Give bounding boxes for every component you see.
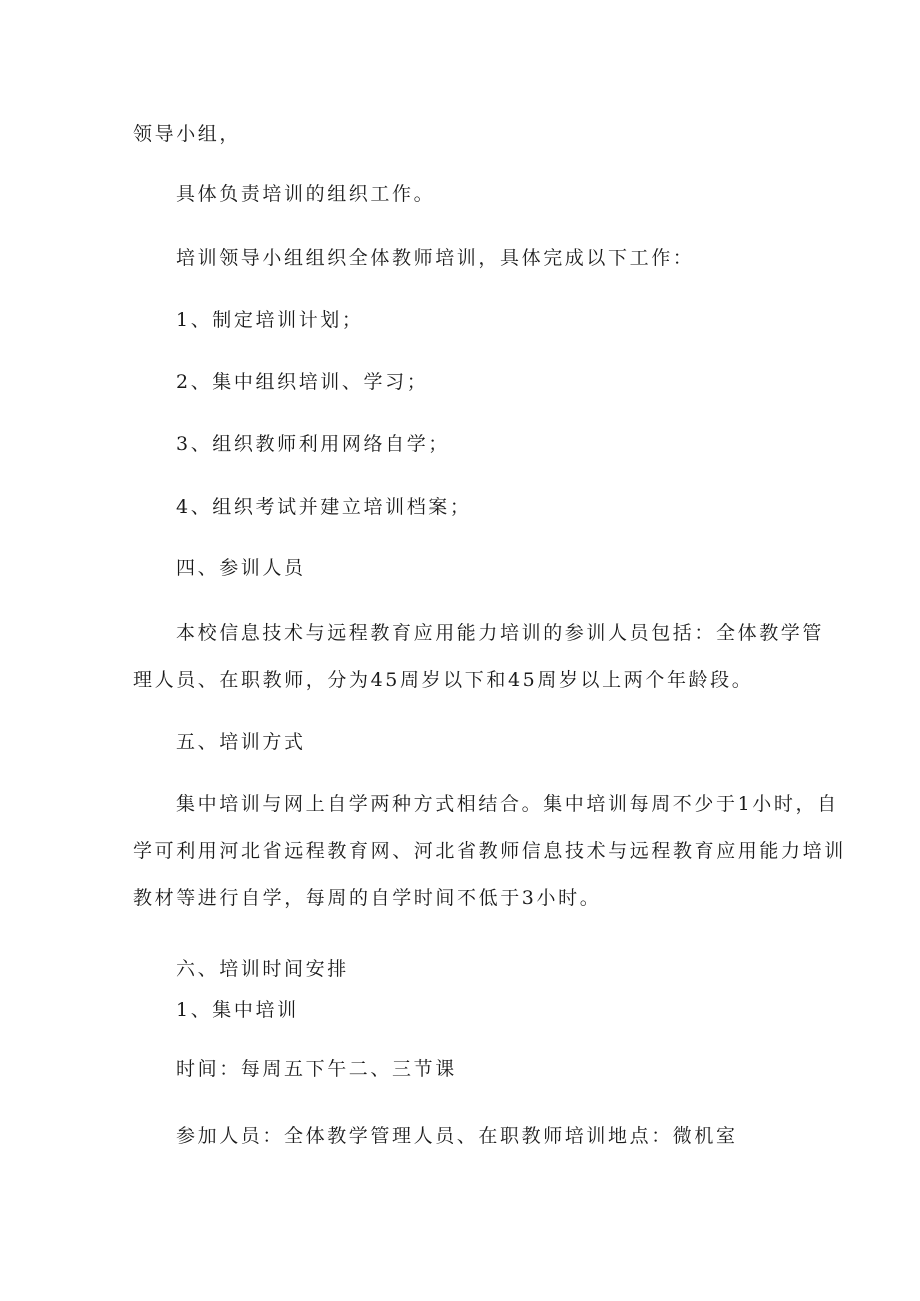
paragraph-method-line1: 集中培训与网上自学两种方式相结合。集中培训每周不少于1小时，自 — [176, 793, 839, 815]
text-line-tasks-intro: 培训领导小组组织全体教师培训，具体完成以下工作： — [176, 247, 695, 269]
paragraph-participants-line1: 本校信息技术与远程教育应用能力培训的参训人员包括：全体教学管 — [176, 622, 825, 644]
text-line-time: 时间：每周五下午二、三节课 — [176, 1058, 457, 1080]
list-item-3: 3、组织教师利用网络自学； — [176, 433, 450, 455]
paragraph-method-line3: 教材等进行自学，每周的自学时间不低于3小时。 — [133, 887, 602, 909]
paragraph-participants-line2: 理人员、在职教师，分为45周岁以下和45周岁以上两个年龄段。 — [133, 669, 754, 691]
section-heading-participants: 四、参训人员 — [176, 557, 306, 579]
list-item-4: 4、组织考试并建立培训档案； — [176, 496, 472, 518]
paragraph-method-line2: 学可利用河北省远程教育网、河北省教师信息技术与远程教育应用能力培训 — [133, 840, 846, 862]
list-item-1: 1、制定培训计划； — [176, 309, 364, 331]
section-heading-method: 五、培训方式 — [176, 731, 306, 753]
list-item-2: 2、集中组织培训、学习； — [176, 371, 429, 393]
section-heading-schedule: 六、培训时间安排 — [176, 958, 349, 980]
subheading-centralized-training: 1、集中培训 — [176, 999, 299, 1021]
text-line-attendees-location: 参加人员：全体教学管理人员、在职教师培训地点：微机室 — [176, 1125, 738, 1147]
text-line-responsibility: 具体负责培训的组织工作。 — [176, 183, 436, 205]
text-line-group-leader: 领导小组， — [133, 123, 242, 145]
